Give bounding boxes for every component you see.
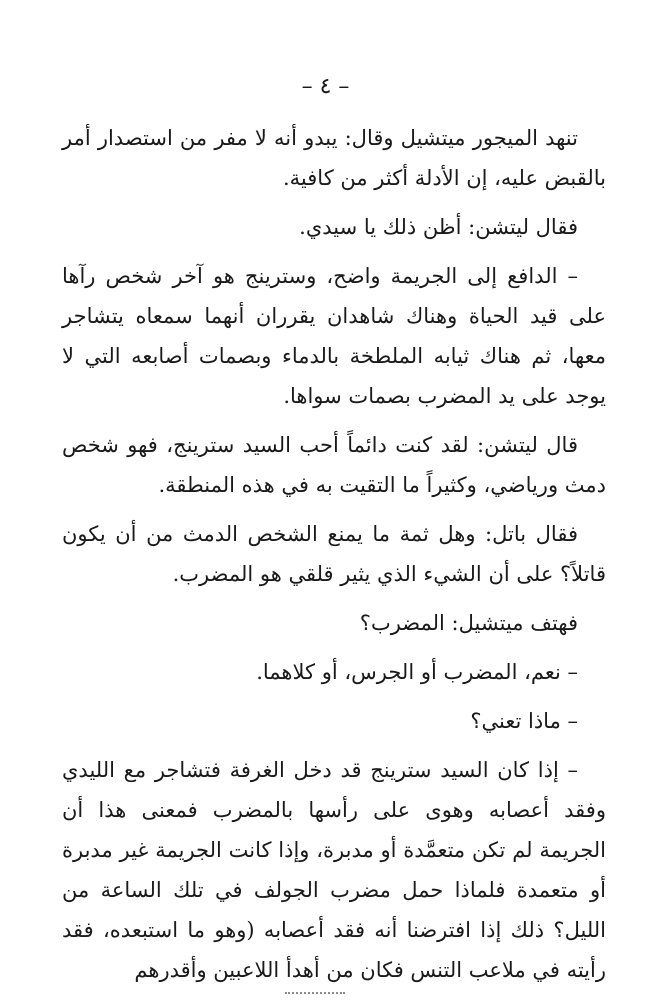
paragraph-2: فقال ليتشن: أظن ذلك يا سيدي. xyxy=(299,215,578,239)
paragraph-8: – ماذا تعني؟ xyxy=(470,709,578,733)
paragraph-7: – نعم، المضرب أو الجرس، أو كلاهما. xyxy=(256,660,578,684)
page-text xyxy=(62,118,606,999)
paragraph-4: قال ليتشن: لقد كنت دائماً أحب السيد سترينج، فهو شخص دمث ورياضي، وكثيراً ما التقيت به في هذه المنطقة. xyxy=(62,433,606,497)
paragraph-9: – إذا كان السيد سترينج قد دخل الغرفة فتشاجر مع الليدي وفقد أعصابه وهوى على رأسها بالمضرب فمعنى هذا أن الجريمة لم تكن متعمَّدة أو مدبرة، وإذا كانت الجريمة غير مدبرة أو متعمدة فلماذا حمل مضرب الجولف في تلك الساعة من الليل؟ ذلك إذا افترضنا أنه فقد أعصابه (وهو ما استبعده، فقد رأيته في ملاعب التنس فكان من أهدأ اللاعبين وأقدرهم xyxy=(62,758,606,982)
paragraph-1: تنهد الميجور ميتشيل وقال: يبدو أنه لا مفر من استصدار أمر بالقبض عليه، إن الأدلة أكثر من كافية. xyxy=(62,126,606,190)
paragraph-6: فهتف ميتشيل: المضرب؟ xyxy=(359,611,578,635)
paragraph-5: فقال باتل: وهل ثمة ما يمنع الشخص الدمث من أن يكون قاتلاً؟ على أن الشيء الذي يثير قلقي هو المضرب. xyxy=(62,522,606,586)
paragraph-3: – الدافع إلى الجريمة واضح، وسترينج هو آخر شخص رآها على قيد الحياة وهناك شاهدان يقرران أنهما سمعاه يتشاجر معها، ثم هناك ثيابه الملطخة بالدماء وبصمات أصابعه التي لا يوجد على يد المضرب بصمات سواها. xyxy=(62,264,606,408)
page-edge-mark xyxy=(285,992,345,1000)
page-number: – ٤ – xyxy=(301,74,350,99)
